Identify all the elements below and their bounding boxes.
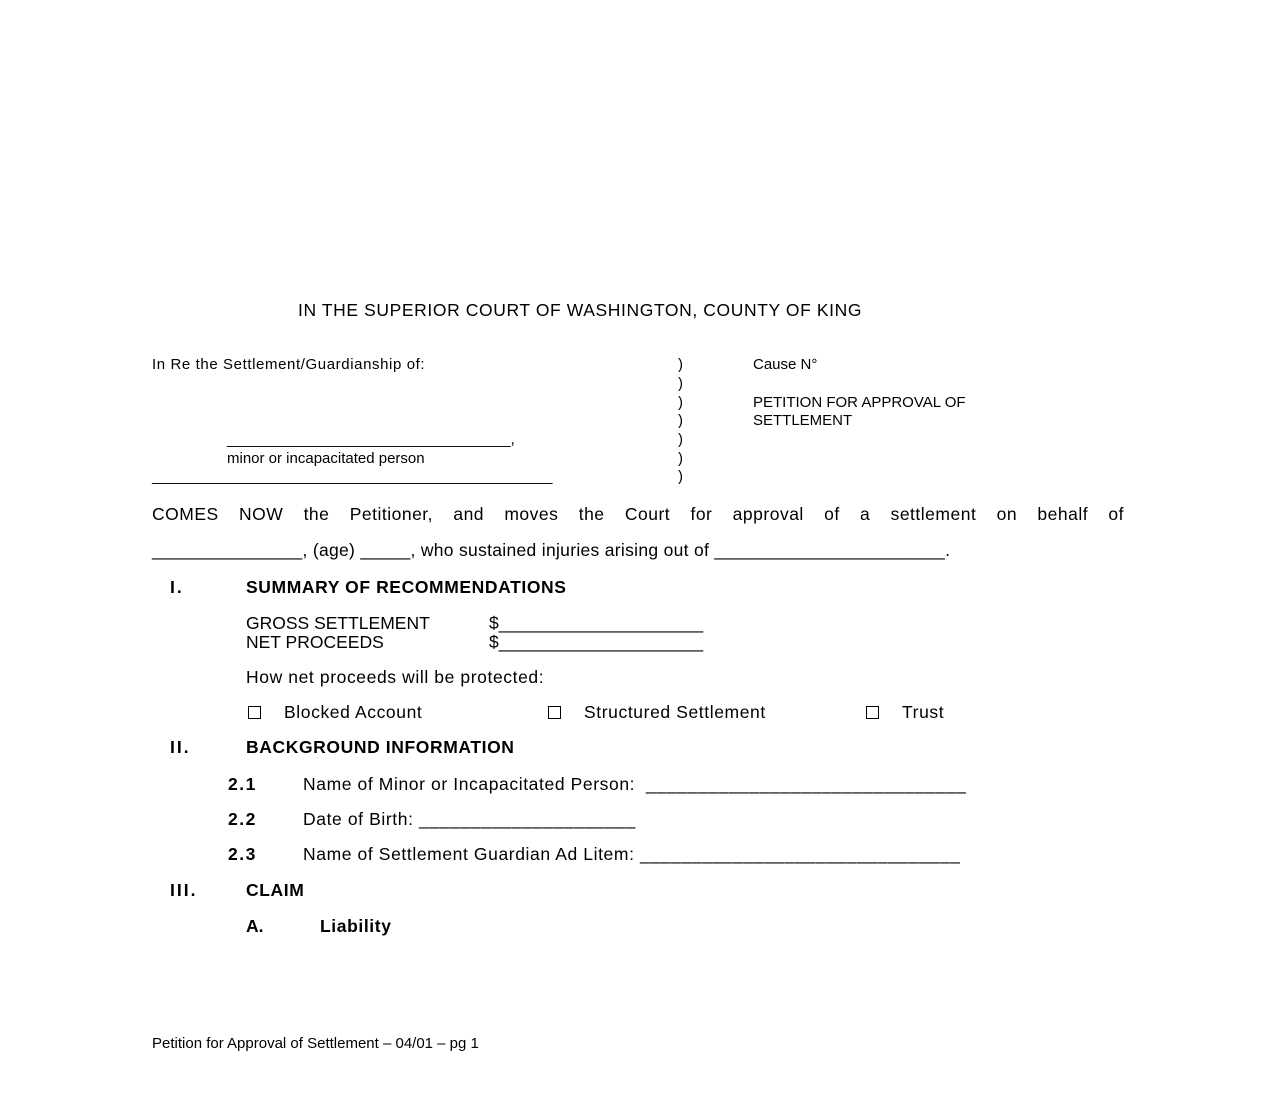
gross-settlement-label: GROSS SETTLEMENT bbox=[246, 613, 430, 633]
trust-label: Trust bbox=[902, 702, 945, 722]
guardian-ad-litem-field[interactable]: Name of Settlement Guardian Ad Litem: _______________________________ bbox=[303, 844, 961, 864]
intro-line-2: _______________, (age) _____, who sustained injuries arising out of _______________________. bbox=[152, 540, 951, 560]
trust-checkbox[interactable] bbox=[866, 706, 879, 719]
net-proceeds-label: NET PROCEEDS bbox=[246, 632, 384, 652]
item-2-3-number: 2.3 bbox=[228, 844, 257, 864]
page-footer: Petition for Approval of Settlement – 04/01 – pg 1 bbox=[152, 1035, 479, 1052]
net-proceeds-field[interactable]: $_____________________ bbox=[489, 632, 704, 652]
caption-paren: ) bbox=[678, 450, 683, 467]
caption-paren: ) bbox=[678, 394, 683, 411]
item-2-2-number: 2.2 bbox=[228, 809, 257, 829]
date-of-birth-field[interactable]: Date of Birth: _____________________ bbox=[303, 809, 636, 829]
caption-paren: ) bbox=[678, 431, 683, 448]
caption-paren: ) bbox=[678, 375, 683, 392]
item-2-1-number: 2.1 bbox=[228, 774, 257, 794]
minor-label: minor or incapacitated person bbox=[227, 450, 425, 467]
subsection-a-letter: A. bbox=[246, 916, 264, 936]
section-3-title: CLAIM bbox=[246, 880, 305, 900]
party-name-line: __________________________________, bbox=[227, 431, 515, 448]
section-1-number: I. bbox=[170, 577, 184, 597]
document-title-line2: SETTLEMENT bbox=[753, 412, 853, 429]
structured-settlement-label: Structured Settlement bbox=[584, 702, 766, 722]
section-2-title: BACKGROUND INFORMATION bbox=[246, 737, 515, 757]
cause-number-label: Cause N° bbox=[753, 356, 818, 373]
section-1-title: SUMMARY OF RECOMMENDATIONS bbox=[246, 577, 567, 597]
gross-settlement-field[interactable]: $_____________________ bbox=[489, 613, 704, 633]
structured-settlement-checkbox[interactable] bbox=[548, 706, 561, 719]
protection-label: How net proceeds will be protected: bbox=[246, 667, 545, 687]
intro-line-1: COMES NOW the Petitioner, and moves the Court for approval of a settlement on behalf of bbox=[152, 504, 1124, 524]
caption-paren: ) bbox=[678, 356, 683, 373]
liability-heading: Liability bbox=[320, 916, 392, 936]
blocked-account-label: Blocked Account bbox=[284, 702, 423, 722]
court-title: IN THE SUPERIOR COURT OF WASHINGTON, COUNTY OF KING bbox=[298, 300, 863, 320]
document-title-line1: PETITION FOR APPROVAL OF bbox=[753, 394, 966, 411]
caption-paren: ) bbox=[678, 468, 683, 485]
caption-paren: ) bbox=[678, 412, 683, 429]
caption-bottom-line: ________________________________________________ bbox=[152, 468, 553, 485]
section-3-number: III. bbox=[170, 880, 198, 900]
minor-name-field[interactable]: Name of Minor or Incapacitated Person: _______________________________ bbox=[303, 774, 967, 794]
blocked-account-checkbox[interactable] bbox=[248, 706, 261, 719]
section-2-number: II. bbox=[170, 737, 191, 757]
in-re-label: In Re the Settlement/Guardianship of: bbox=[152, 356, 426, 373]
